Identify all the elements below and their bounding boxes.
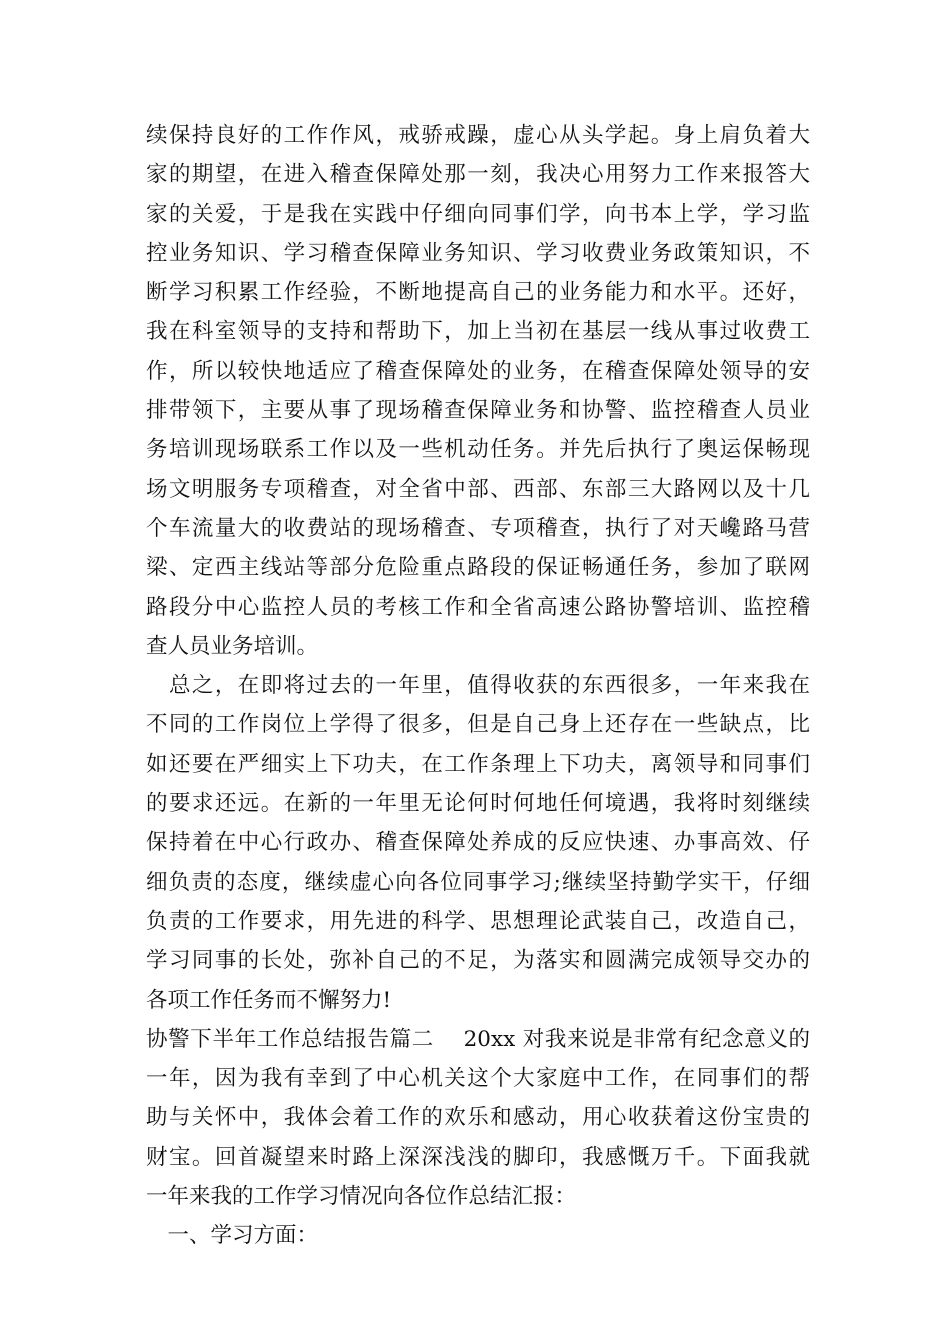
text-line: 控业务知识、学习稽查保障业务知识、学习收费业务政策知识，不 — [146, 240, 810, 266]
text-line: 一年，因为我有幸到了中心机关这个大家庭中工作，在同事们的帮 — [146, 1066, 810, 1092]
text-line: 一、学习方面： — [146, 1223, 319, 1249]
text-line: 细负责的态度，继续虚心向各位同事学习;继续坚持勤学实干，仔细 — [146, 869, 810, 895]
text-line: 一年来我的工作学习情况向各位作总结汇报： — [146, 1184, 577, 1210]
text-line: 如还要在严细实上下功夫，在工作条理上下功夫，离领导和同事们 — [146, 751, 810, 777]
text-line: 排带领下，主要从事了现场稽查保障业务和协警、监控稽查人员业 — [146, 398, 810, 424]
text-line: 协警下半年工作总结报告篇二 20xx 对我来说是非常有纪念意义的 — [146, 1026, 810, 1052]
text-line: 的要求还远。在新的一年里无论何时何地任何境遇，我将时刻继续 — [146, 791, 810, 817]
text-line: 总之，在即将过去的一年里，值得收获的东西很多，一年来我在 — [146, 673, 810, 699]
text-line: 保持着在中心行政办、稽查保障处养成的反应快速、办事高效、仔 — [146, 830, 810, 856]
text-line: 断学习积累工作经验，不断地提高自己的业务能力和水平。还好， — [146, 280, 810, 306]
text-line: 梁、定西主线站等部分危险重点路段的保证畅通任务，参加了联网 — [146, 555, 810, 581]
text-line: 家的期望，在进入稽查保障处那一刻，我决心用努力工作来报答大 — [146, 162, 810, 188]
text-line: 我在科室领导的支持和帮助下，加上当初在基层一线从事过收费工 — [146, 319, 810, 345]
text-line: 学习同事的长处，弥补自己的不足，为落实和圆满完成领导交办的 — [146, 948, 810, 974]
text-line: 作，所以较快地适应了稽查保障处的业务，在稽查保障处领导的安 — [146, 358, 810, 384]
text-line: 家的关爱，于是我在实践中仔细向同事们学，向书本上学，学习监 — [146, 201, 810, 227]
text-line: 财宝。回首凝望来时路上深深浅浅的脚印，我感慨万千。下面我就 — [146, 1144, 810, 1170]
text-line: 各项工作任务而不懈努力! — [146, 987, 392, 1013]
text-line: 路段分中心监控人员的考核工作和全省高速公路协警培训、监控稽 — [146, 594, 810, 620]
text-line: 助与关怀中，我体会着工作的欢乐和感动，用心收获着这份宝贵的 — [146, 1105, 810, 1131]
text-line: 务培训现场联系工作以及一些机动任务。并先后执行了奥运保畅现 — [146, 437, 810, 463]
text-line: 续保持良好的工作作风，戒骄戒躁，虚心从头学起。身上肩负着大 — [146, 123, 810, 148]
text-line: 个车流量大的收费站的现场稽查、专项稽查，执行了对天巉路马营 — [146, 515, 810, 541]
text-line: 场文明服务专项稽查，对全省中部、西部、东部三大路网以及十几 — [146, 476, 810, 502]
text-line: 不同的工作岗位上学得了很多，但是自己身上还存在一些缺点，比 — [146, 712, 810, 738]
text-line: 负责的工作要求，用先进的科学、思想理论武装自己，改造自己， — [146, 908, 810, 934]
document-body — [146, 116, 810, 1256]
text-line: 查人员业务培训。 — [146, 633, 319, 659]
